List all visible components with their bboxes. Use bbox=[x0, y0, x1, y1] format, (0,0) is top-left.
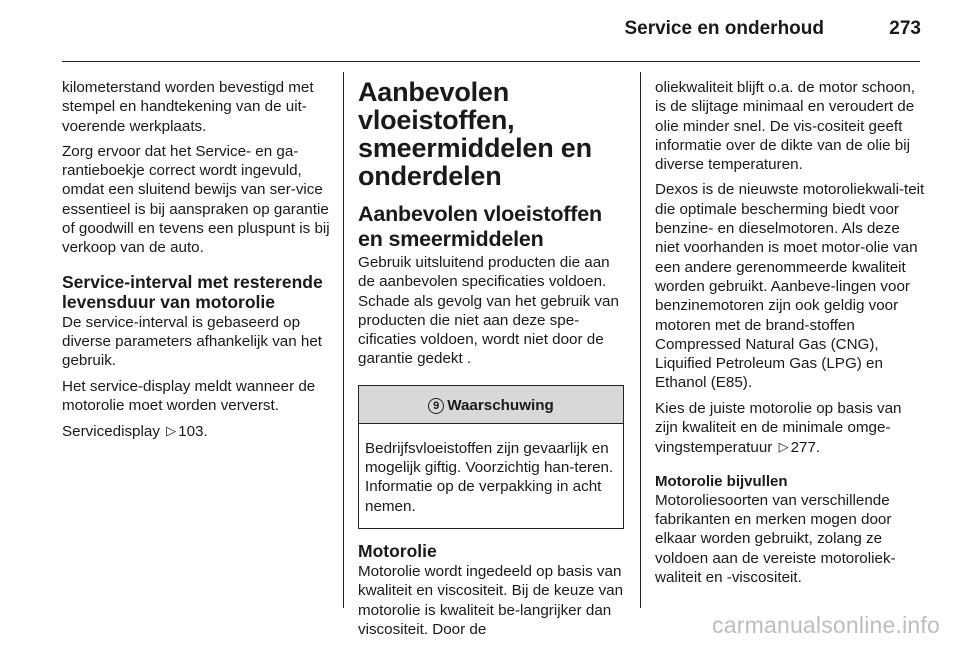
column-divider-2 bbox=[640, 72, 641, 608]
page-reference-icon: ▷ bbox=[166, 423, 177, 439]
paragraph: Gebruik uitsluitend producten die aan de aanbevolen specificaties voldoen. Schade als gevolg van het gebruik van producten die niet aan deze spe-cificaties voldoen, wordt niet door de garantie gedekt . bbox=[358, 254, 619, 368]
column-3 bbox=[655, 78, 927, 593]
heading-motorolie-bijvullen: Motorolie bijvullen bbox=[655, 472, 788, 490]
heading-motorolie: Motorolie bbox=[358, 540, 437, 561]
section-title: Service en onderhoud bbox=[624, 18, 824, 39]
paragraph: Zorg ervoor dat het Service- en ga-rantieboekje correct wordt ingevuld, omdat een sluitend bewijs van ser-vice essentieel is bij aanspraken op garantie of goodwill en tevens een pluspunt is bij verkoop van de auto. bbox=[62, 142, 330, 257]
column-divider-1 bbox=[343, 72, 344, 608]
section-heading: Aanbevolen vloeistoffen en smeermiddelen bbox=[358, 202, 602, 251]
cross-reference bbox=[62, 421, 330, 441]
paragraph: Dexos is de nieuwste motoroliekwali-teit die optimale bescherming biedt voor benzine- en dieselmotoren. Als deze niet voorhanden is moet motor-olie van een andere gerenommeerde kwaliteit worden gebruikt. Aanbeve-lingen voor benzinemotoren zijn ook geldig voor motoren met de brand-stoffen Compressed Natural Gas (CNG), Liquified Petroleum Gas (LPG) en Ethanol (E85). bbox=[655, 181, 925, 392]
page-reference-icon: ▷ bbox=[778, 439, 789, 455]
column-2 bbox=[358, 78, 626, 645]
reference-page[interactable]: 277. bbox=[790, 439, 821, 457]
column-1 bbox=[62, 78, 330, 447]
paragraph: Motorolie wordt ingedeeld op basis van kwaliteit en viscositeit. Bij de keuze van motorolie is kwaliteit be-langrijker dan viscositeit. Door de bbox=[358, 562, 624, 638]
warning-box bbox=[358, 385, 624, 529]
header-divider bbox=[62, 61, 920, 62]
chapter-title: Aanbevolen vloeistoffen, smeermiddelen en onderdelen bbox=[358, 77, 592, 191]
paragraph: kilometerstand worden bevestigd met stempel en handtekening van de uit-voerende werkplaats. bbox=[62, 79, 314, 135]
watermark: carmanualsonline.info bbox=[712, 612, 940, 638]
heading-service-interval: Service-interval met resterende levensduur van motorolie bbox=[62, 271, 323, 312]
reference-text: Servicedisplay bbox=[62, 423, 160, 441]
paragraph bbox=[655, 399, 927, 458]
warning-title: Waarschuwing bbox=[447, 396, 554, 414]
warning-icon: 9 bbox=[428, 398, 444, 414]
reference-page[interactable]: 103. bbox=[178, 423, 208, 441]
paragraph: oliekwaliteit blijft o.a. de motor schoon, is de slijtage minimaal en veroudert de olie minder snel. De vis-cositeit geeft informatie over de dikte van de olie bij diverse temperaturen. bbox=[655, 79, 916, 174]
paragraph: De service-interval is gebaseerd op diverse parameters afhankelijk van het gebruik. bbox=[62, 313, 323, 370]
paragraph: Het service-display meldt wanneer de motorolie moet worden ververst. bbox=[62, 377, 316, 414]
page-number: 273 bbox=[889, 18, 921, 39]
paragraph: Motoroliesoorten van verschillende fabrikanten en merken mogen door elkaar worden gebruikt, zolang ze voldoen aan de vereiste motoroliek-waliteit en -viscositeit. bbox=[655, 491, 896, 586]
warning-text: Bedrijfsvloeistoffen zijn gevaarlijk en mogelijk giftig. Voorzichtig han-teren. Informatie op de verpakking in acht nemen. bbox=[365, 439, 614, 515]
paragraph-text: Kies de juiste motorolie op basis van zijn kwaliteit en de minimale omge-vingstemperatuur bbox=[655, 399, 902, 457]
warning-header bbox=[359, 386, 623, 424]
